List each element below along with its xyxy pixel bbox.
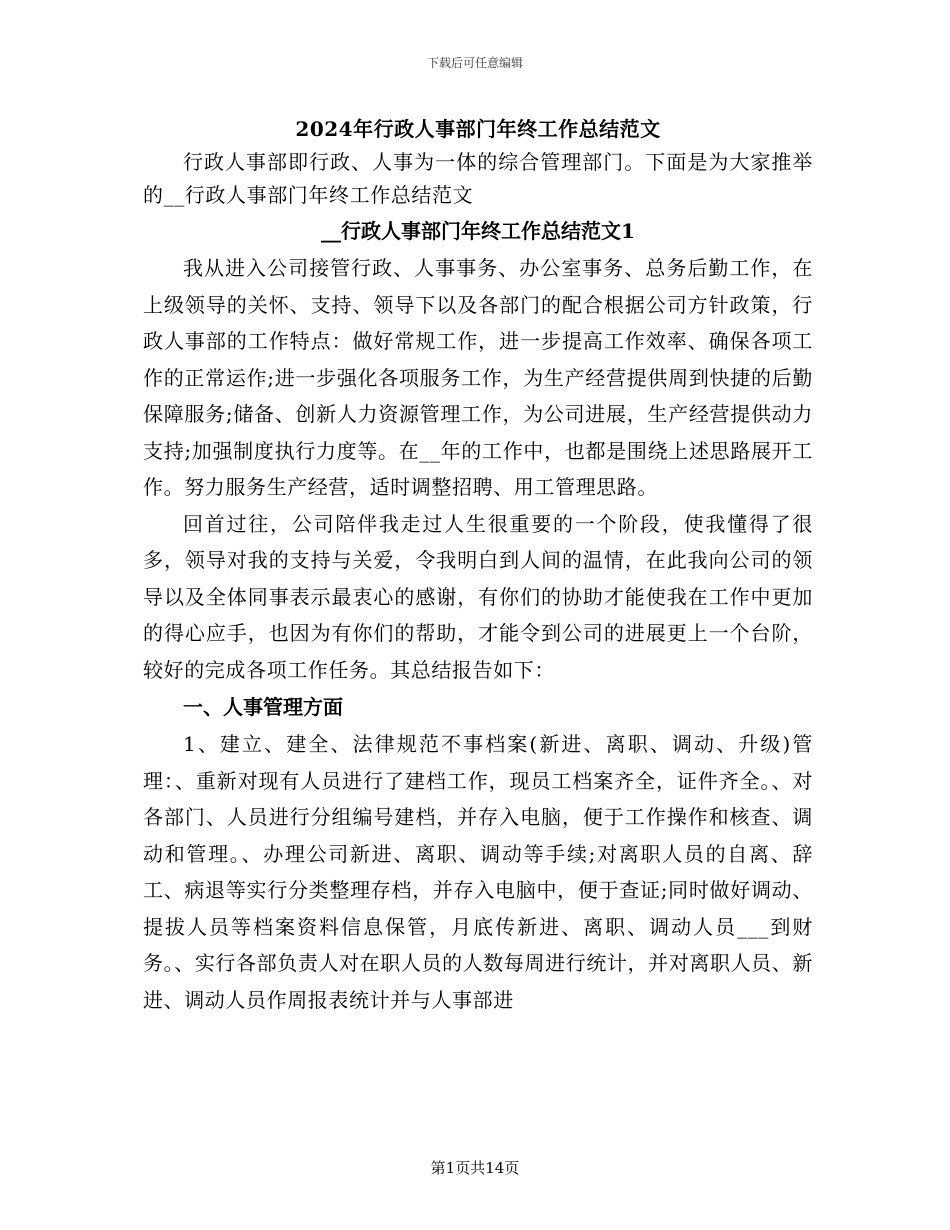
section-heading: 一、人事管理方面 [183,695,343,719]
document-subtitle: __行政人事部门年终工作总结范文1 [321,219,635,243]
intro-paragraph: 行政人事部即行政、人事为一体的综合管理部门。下面是为大家推举的__行政人事部门年终工作总结范文 [143,150,813,207]
section-paragraph: 1、建立、建全、法律规范不事档案(新进、离职、调动、升级)管理：、重新对现有人员进行了建档工作，现员工档案齐全，证件齐全。、对各部门、人员进行分组编号建档，并存入电脑，便于工作操作和核查、调动和管理。、办理公司新进、离职、调动等手续;对离职人员的自离、辞工、病退等实行分类整理存档，并存入电脑中，便于查证;同时做好调动、提拔人员等档案资料信息保管，月底传新进、离职、调动人员___到财务。、实行各部负责人对在职人员的人数每周进行统计，并对离职人员、新进、调动人员作周报表统计并与人事部进 [143,732,813,1012]
page-footer: 第1页共14页 [430,1159,520,1177]
document-body [143,112,813,1018]
body-paragraph-2: 回首过往，公司陪伴我走过人生很重要的一个阶段，使我懂得了很多，领导对我的支持与关爱，令我明白到人间的温情，在此我向公司的领导以及全体同事表示最衷心的感谢，有你们的协助才能使我在工作中更加的得心应手，也因为有你们的帮助，才能令到公司的进展更上一个台阶，较好的完成各项工作任务。其总结报告如下： [143,511,813,682]
page-header-note: 下载后可任意编辑 [426,56,523,70]
document-title: 2024年行政人事部门年终工作总结范文 [295,117,661,141]
body-paragraph-1: 我从进入公司接管行政、人事事务、办公室事务、总务后勤工作，在上级领导的关怀、支持、领导下以及各部门的配合根据公司方针政策，行政人事部的工作特点：做好常规工作，进一步提高工作效率、确保各项工作的正常运作;进一步强化各项服务工作，为生产经营提供周到快捷的后勤保障服务;储备、创新人力资源管理工作，为公司进展，生产经营提供动力支持;加强制度执行力度等。在__年的工作中，也都是围绕上述思路展开工作。努力服务生产经营，适时调整招聘、用工管理思路。 [143,256,813,499]
